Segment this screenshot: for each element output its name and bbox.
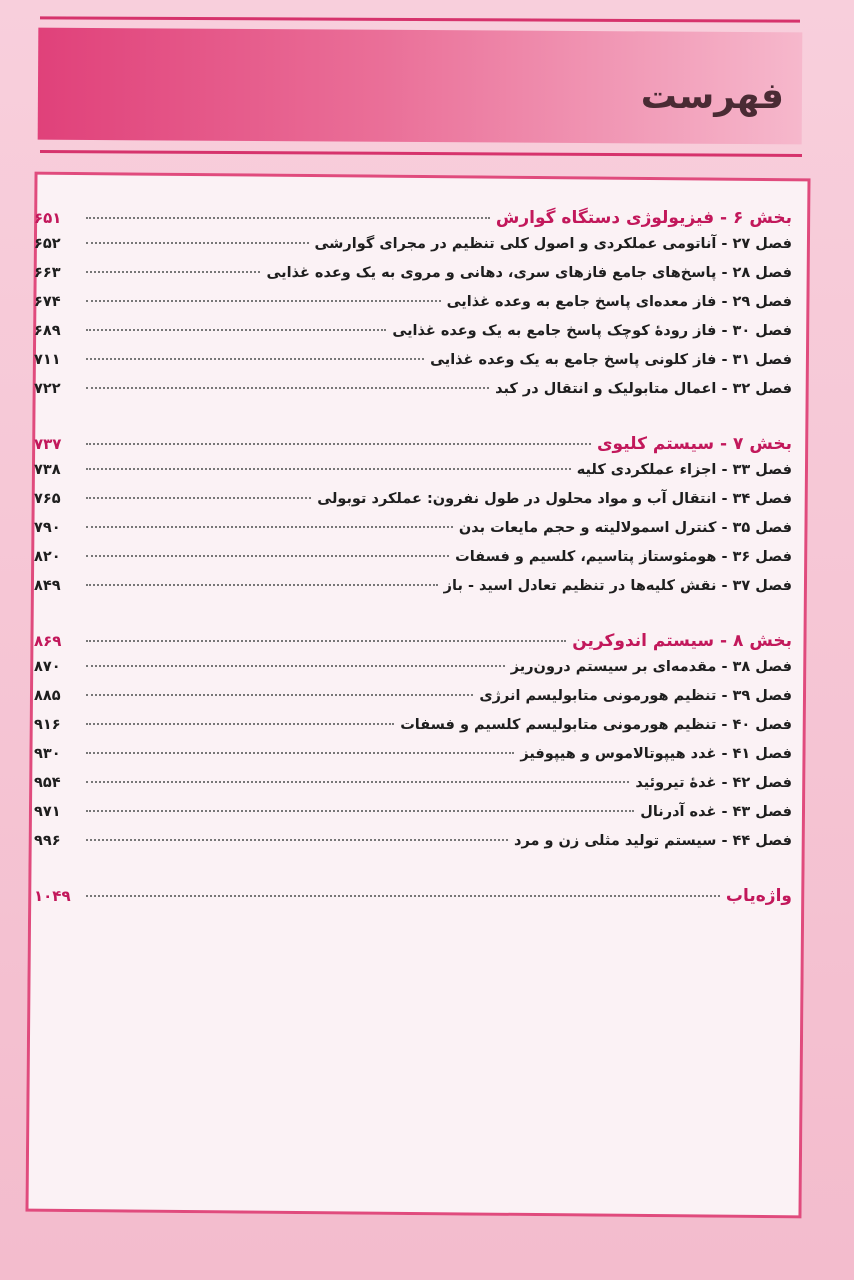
chapter-entry-label: فصل ۴۴ - سیستم تولید مثلی زن و مرد — [514, 833, 792, 849]
dot-leader — [86, 665, 505, 667]
header-rule — [40, 150, 802, 157]
chapter-entry — [34, 717, 792, 746]
chapter-entry — [34, 236, 792, 265]
section-heading — [34, 886, 792, 914]
dot-leader — [86, 300, 441, 302]
section-heading-page-number: ۱۰۴۹ — [34, 887, 71, 905]
chapter-entry-page-number: ۹۹۶ — [34, 833, 61, 849]
section-heading-page-number: ۸۶۹ — [34, 632, 62, 650]
chapter-entry — [34, 352, 792, 381]
chapter-entry-page-number: ۷۳۸ — [34, 462, 61, 478]
dot-leader — [86, 242, 309, 244]
dot-leader — [86, 640, 566, 642]
chapter-entry-label: فصل ۳۲ - اعمال متابولیک و انتقال در کبد — [495, 381, 792, 397]
chapter-entry — [34, 775, 792, 804]
dot-leader — [86, 584, 438, 586]
top-rule — [40, 16, 800, 22]
section-heading — [34, 631, 792, 659]
chapter-entry-page-number: ۸۴۹ — [34, 578, 61, 594]
dot-leader — [86, 329, 386, 331]
section-heading-label: بخش ۸ - سیستم اندوکرین — [572, 631, 792, 651]
chapter-entry-page-number: ۷۶۵ — [34, 491, 61, 507]
chapter-entry — [34, 549, 792, 578]
section-gap — [34, 607, 792, 631]
chapter-entry-page-number: ۶۶۳ — [34, 265, 61, 281]
section-heading — [34, 208, 792, 236]
chapter-entry — [34, 265, 792, 294]
chapter-entry-label: فصل ۳۳ - اجزاء عملکردی کلیه — [576, 462, 792, 478]
chapter-entry-page-number: ۹۱۶ — [34, 717, 61, 733]
chapter-entry-label: فصل ۲۷ - آناتومی عملکردی و اصول کلی تنظیم در مجرای گوارشی — [314, 236, 792, 252]
dot-leader — [86, 723, 394, 725]
section-heading — [34, 434, 792, 462]
chapter-entry-label: فصل ۳۰ - فاز رودهٔ کوچک پاسخ جامع به یک وعده غذایی — [392, 323, 792, 339]
section-gap — [34, 862, 792, 886]
dot-leader — [86, 839, 508, 841]
page-title: فهرست — [640, 76, 784, 117]
chapter-entry-page-number: ۷۱۱ — [34, 352, 61, 368]
chapter-entry-page-number: ۶۷۴ — [34, 294, 61, 310]
chapter-entry — [34, 688, 792, 717]
chapter-entry-label: فصل ۳۵ - کنترل اسمولالیته و حجم مایعات بدن — [458, 520, 792, 536]
chapter-entry-label: فصل ۳۶ - هومئوستاز پتاسیم، کلسیم و فسفات — [455, 549, 792, 565]
chapter-entry-page-number: ۶۸۹ — [34, 323, 61, 339]
chapter-entry — [34, 833, 792, 862]
section-heading-page-number: ۶۵۱ — [34, 209, 62, 227]
chapter-entry-label: فصل ۲۸ - پاسخ‌های جامع فازهای سری، دهانی و مروی به یک وعده غذایی — [266, 265, 792, 281]
chapter-entry-label: فصل ۴۱ - غدد هیپوتالاموس و هیپوفیز — [520, 746, 792, 762]
chapter-entry-label: فصل ۳۷ - نقش کلیه‌ها در تنظیم تعادل اسید - باز — [443, 578, 792, 594]
chapter-entry-page-number: ۸۸۵ — [34, 688, 61, 704]
section-heading-label: بخش ۷ - سیستم کلیوی — [596, 434, 792, 454]
chapter-entry — [34, 381, 792, 410]
dot-leader — [86, 810, 634, 812]
section-gap — [34, 410, 792, 434]
chapter-entry-label: فصل ۳۴ - انتقال آب و مواد محلول در طول نفرون: عملکرد توبولی — [317, 491, 792, 507]
chapter-entry-label: فصل ۳۹ - تنظیم هورمونی متابولیسم انرژی — [479, 688, 792, 704]
chapter-entry-page-number: ۸۷۰ — [34, 659, 61, 675]
chapter-entry-label: فصل ۴۳ - غده آدرنال — [640, 804, 792, 820]
dot-leader — [86, 358, 424, 360]
dot-leader — [86, 694, 473, 696]
section-heading-label: واژه‌یاب — [725, 886, 792, 906]
chapter-entry — [34, 578, 792, 607]
chapter-entry-page-number: ۷۹۰ — [34, 520, 61, 536]
dot-leader — [86, 271, 260, 273]
dot-leader — [86, 895, 720, 897]
dot-leader — [86, 387, 489, 389]
dot-leader — [86, 526, 453, 528]
chapter-entry — [34, 520, 792, 549]
chapter-entry-label: فصل ۴۲ - غدهٔ تیروئید — [635, 775, 792, 791]
chapter-entry — [34, 491, 792, 520]
section-heading-label: بخش ۶ - فیزیولوژی دستگاه گوارش — [495, 208, 792, 228]
dot-leader — [86, 443, 591, 445]
chapter-entry-page-number: ۷۲۲ — [34, 381, 61, 397]
chapter-entry — [34, 746, 792, 775]
dot-leader — [86, 497, 311, 499]
chapter-entry-label: فصل ۳۸ - مقدمه‌ای بر سیستم درون‌ریز — [510, 659, 792, 675]
chapter-entry-page-number: ۸۲۰ — [34, 549, 61, 565]
dot-leader — [86, 781, 629, 783]
chapter-entry-page-number: ۶۵۲ — [34, 236, 61, 252]
dot-leader — [86, 468, 571, 470]
chapter-entry — [34, 323, 792, 352]
chapter-entry-page-number: ۹۵۴ — [34, 775, 61, 791]
chapter-entry-page-number: ۹۳۰ — [34, 746, 61, 762]
chapter-entry — [34, 462, 792, 491]
chapter-entry — [34, 659, 792, 688]
chapter-entry-label: فصل ۴۰ - تنظیم هورمونی متابولیسم کلسیم و فسفات — [400, 717, 792, 733]
dot-leader — [86, 752, 514, 754]
section-heading-page-number: ۷۳۷ — [34, 435, 62, 453]
chapter-entry-label: فصل ۳۱ - فاز کلونی پاسخ جامع به یک وعده غذایی — [430, 352, 792, 368]
chapter-entry — [34, 294, 792, 323]
table-of-contents — [34, 208, 792, 914]
dot-leader — [86, 217, 490, 219]
chapter-entry-label: فصل ۲۹ - فاز معده‌ای پاسخ جامع به وعده غذایی — [446, 294, 792, 310]
dot-leader — [86, 555, 449, 557]
chapter-entry-page-number: ۹۷۱ — [34, 804, 61, 820]
chapter-entry — [34, 804, 792, 833]
